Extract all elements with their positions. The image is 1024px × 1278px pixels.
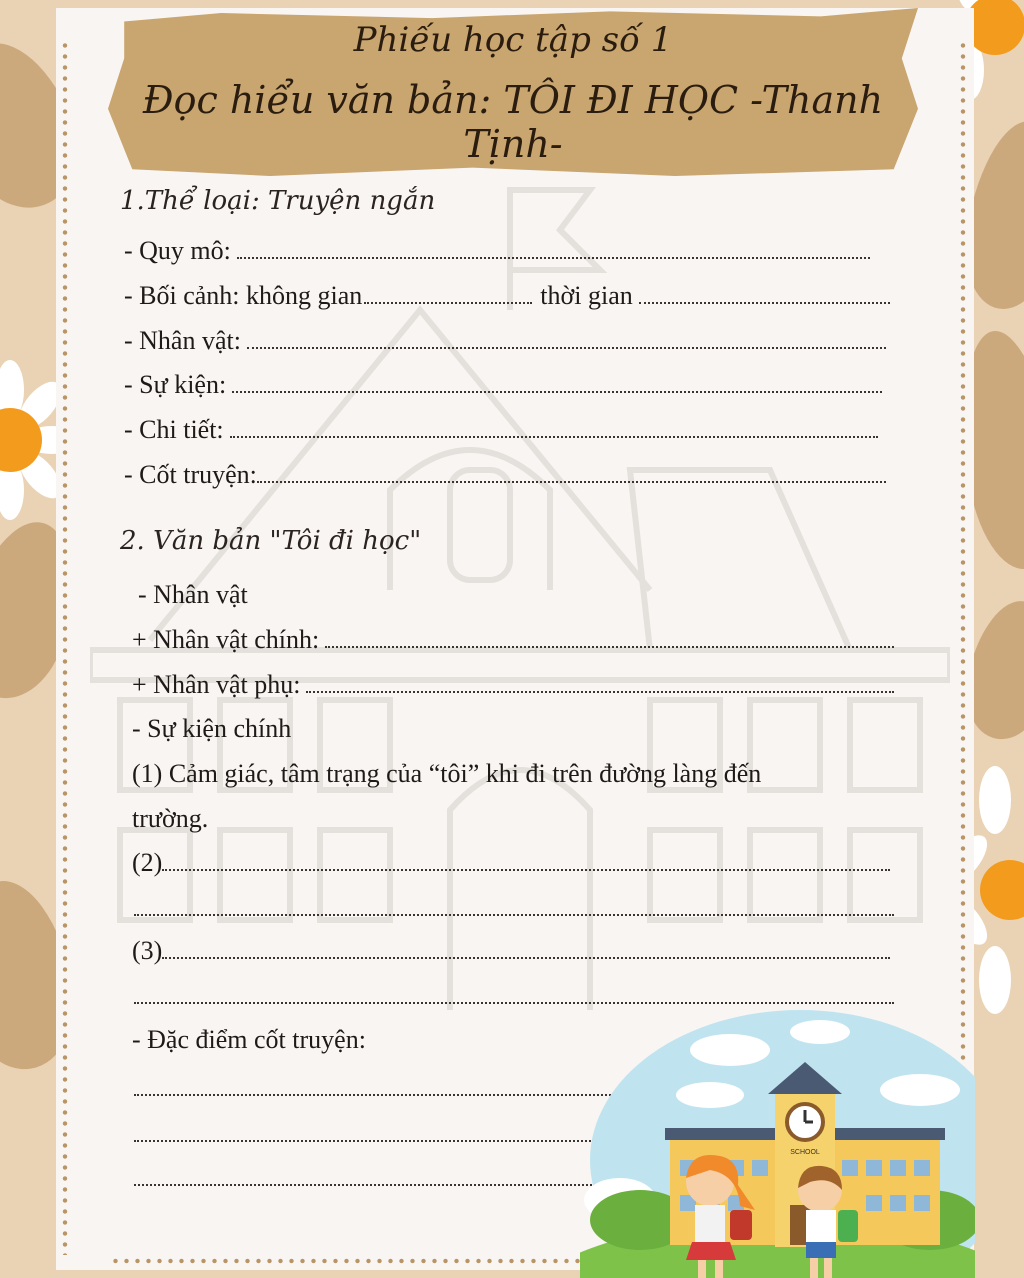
- row-main-character: [132, 625, 894, 655]
- answer-blank-time[interactable]: [639, 284, 890, 304]
- row-event-2: [132, 848, 890, 878]
- row-cot-truyen: [124, 460, 886, 490]
- answer-blank[interactable]: [325, 628, 894, 648]
- answer-blank[interactable]: [237, 239, 870, 259]
- row-label: (2): [132, 848, 163, 877]
- answer-blank-space[interactable]: [364, 284, 532, 304]
- row-label: (3): [132, 936, 163, 965]
- row-side-character: [132, 670, 894, 700]
- row-label: - Quy mô:: [124, 236, 231, 265]
- answer-blank-line[interactable]: [134, 914, 894, 916]
- row-quy-mo: [124, 236, 870, 266]
- plot-label: - Đặc điểm cốt truyện:: [132, 1025, 366, 1054]
- row-boi-canh: [124, 281, 890, 311]
- answer-blank-line[interactable]: [134, 1140, 614, 1142]
- answer-blank[interactable]: [162, 939, 890, 959]
- answer-blank[interactable]: [257, 463, 886, 483]
- answer-blank-line[interactable]: [134, 1094, 614, 1096]
- answer-blank-line[interactable]: [134, 1002, 894, 1004]
- row-label: + Nhân vật phụ:: [132, 670, 301, 699]
- school-kids-illustration: [580, 1010, 975, 1278]
- answer-blank[interactable]: [230, 418, 878, 438]
- school-sign: SCHOOL: [790, 1149, 820, 1156]
- section2-heading: 2. Văn bản "Tôi đi học": [120, 526, 422, 556]
- row-label: - Sự kiện:: [124, 370, 227, 399]
- answer-blank[interactable]: [232, 373, 882, 393]
- event-1-line1: (1) Cảm giác, tâm trạng của “tôi” khi đi trên đường làng đến: [132, 759, 762, 788]
- row-label: - Chi tiết:: [124, 415, 224, 444]
- dotted-border-bottom: [110, 1258, 580, 1264]
- row-label: - Cốt truyện:: [124, 460, 257, 489]
- dotted-border-left: [62, 40, 68, 1255]
- row-chi-tiet: [124, 415, 878, 445]
- answer-blank[interactable]: [162, 851, 890, 871]
- worksheet-title: Phiếu học tập số 1: [353, 20, 673, 60]
- row-label-time: thời gian: [540, 281, 633, 310]
- row-label: - Bối cảnh: không gian: [124, 281, 363, 310]
- row-event-3: [132, 936, 890, 966]
- answer-blank[interactable]: [306, 673, 894, 693]
- answer-blank[interactable]: [247, 329, 886, 349]
- row-label: + Nhân vật chính:: [132, 625, 320, 654]
- answer-blank-line[interactable]: [134, 1184, 624, 1186]
- row-su-kien: [124, 370, 882, 400]
- row-nhan-vat: [124, 326, 886, 356]
- characters-label: - Nhân vật: [138, 580, 248, 609]
- event-1-line2: trường.: [132, 804, 209, 833]
- row-label: - Nhân vật:: [124, 326, 241, 355]
- worksheet-subtitle: Đọc hiểu văn bản: TÔI ĐI HỌC -Thanh Tịnh-: [142, 78, 884, 166]
- section1-heading: 1.Thể loại: Truyện ngắn: [120, 186, 436, 216]
- events-label: - Sự kiện chính: [132, 714, 292, 743]
